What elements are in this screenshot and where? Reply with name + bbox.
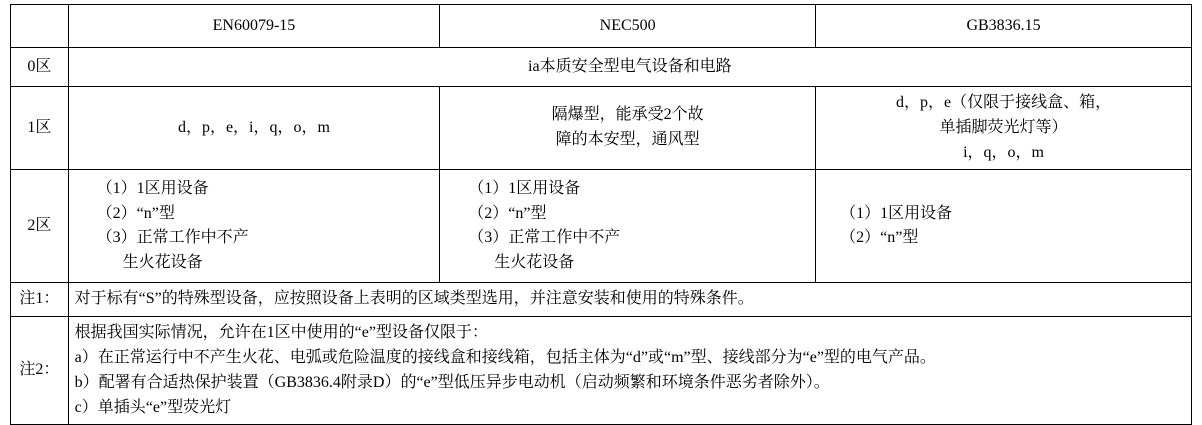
note-row-2 xyxy=(11,317,1192,425)
zone2-gb3836-line-2: （2）“n”型 xyxy=(840,229,919,247)
table-row xyxy=(11,48,1192,87)
note-row-1 xyxy=(11,283,1192,317)
zone1-gb3836-cell xyxy=(816,87,1192,170)
zone1-gb3836-line-2: 单插脚荧光灯等） xyxy=(939,118,1068,136)
zone0-merged-cell: ia本质安全型电气设备和电路 xyxy=(68,48,1191,87)
table-header-row xyxy=(11,5,1192,48)
zone2-en60079-line-1: （1）1区用设备 xyxy=(96,179,209,197)
zone-label-0: 0区 xyxy=(11,48,69,87)
header-col-en60079: EN60079-15 xyxy=(68,5,440,48)
note-2-line-3: b）配署有合适热保护装置（GB3836.4附录D）的“e”型低压异步电动机（启动频繁和环境条件恶劣者除外）。 xyxy=(74,373,830,391)
table-row xyxy=(11,87,1192,170)
zone2-nec500-line-1: （1）1区用设备 xyxy=(468,179,581,197)
zone1-nec500-cell xyxy=(440,87,816,170)
note-1-content xyxy=(68,283,1191,317)
note-2-line-4: c）单插头“e”型荧光灯 xyxy=(74,398,232,416)
zone2-nec500-line-4: 生火花设备 xyxy=(494,254,575,272)
zone2-gb3836-line-1: （1）1区用设备 xyxy=(840,204,953,222)
note-2-line-2: a）在正常运行中不产生火花、电弧或危险温度的接线盒和接线箱，包括主体为“d”或“m”型、接线部分为“e”型的电气产品。 xyxy=(74,348,936,366)
zone1-en60079-cell xyxy=(68,87,440,170)
header-col-nec500: NEC500 xyxy=(440,5,816,48)
zone2-nec500-lines xyxy=(446,177,809,276)
zone2-en60079-line-2: （2）“n”型 xyxy=(96,204,175,222)
header-col-gb3836: GB3836.15 xyxy=(816,5,1192,48)
zone2-en60079-line-3: （3）正常工作中不产 xyxy=(96,229,249,247)
zone2-nec500-line-2: （2）“n”型 xyxy=(468,204,547,222)
zone1-en60079-line-1: d，p，e，i，q，o，m xyxy=(177,118,330,136)
table-row xyxy=(11,170,1192,283)
header-corner-cell xyxy=(11,5,69,48)
note-2-content xyxy=(68,317,1191,425)
note-1-label: 注1： xyxy=(11,283,69,317)
zone-label-1: 1区 xyxy=(11,87,69,170)
zone2-en60079-line-4: 生火花设备 xyxy=(122,254,203,272)
note-1-line-1: 对于标有“S”的特殊型设备，应按照设备上表明的区域类型选用，并注意安装和使用的特殊条件。 xyxy=(74,290,754,308)
zone2-nec500-line-3: （3）正常工作中不产 xyxy=(468,229,621,247)
note-2-line-1: 根据我国实际情况，允许在1区中使用的“e”型设备仅限于： xyxy=(74,324,488,342)
hazardous-area-equipment-table xyxy=(10,4,1192,425)
zone1-nec500-line-2: 障的本安型，通风型 xyxy=(555,131,700,149)
zone1-gb3836-line-3: i，q，o，m xyxy=(963,143,1044,161)
zone1-gb3836-line-1: d，p，e（仅限于接线盒、箱， xyxy=(896,94,1112,111)
zone2-gb3836-cell xyxy=(816,170,1192,283)
zone1-nec500-line-1: 隔爆型，能承受2个故 xyxy=(551,106,704,124)
zone2-gb3836-lines xyxy=(822,202,1185,252)
note-2-label: 注2： xyxy=(11,317,69,425)
zone2-en60079-cell xyxy=(68,170,440,283)
zone2-en60079-lines xyxy=(75,177,434,276)
zone-label-2: 2区 xyxy=(11,170,69,283)
zone2-nec500-cell xyxy=(440,170,816,283)
